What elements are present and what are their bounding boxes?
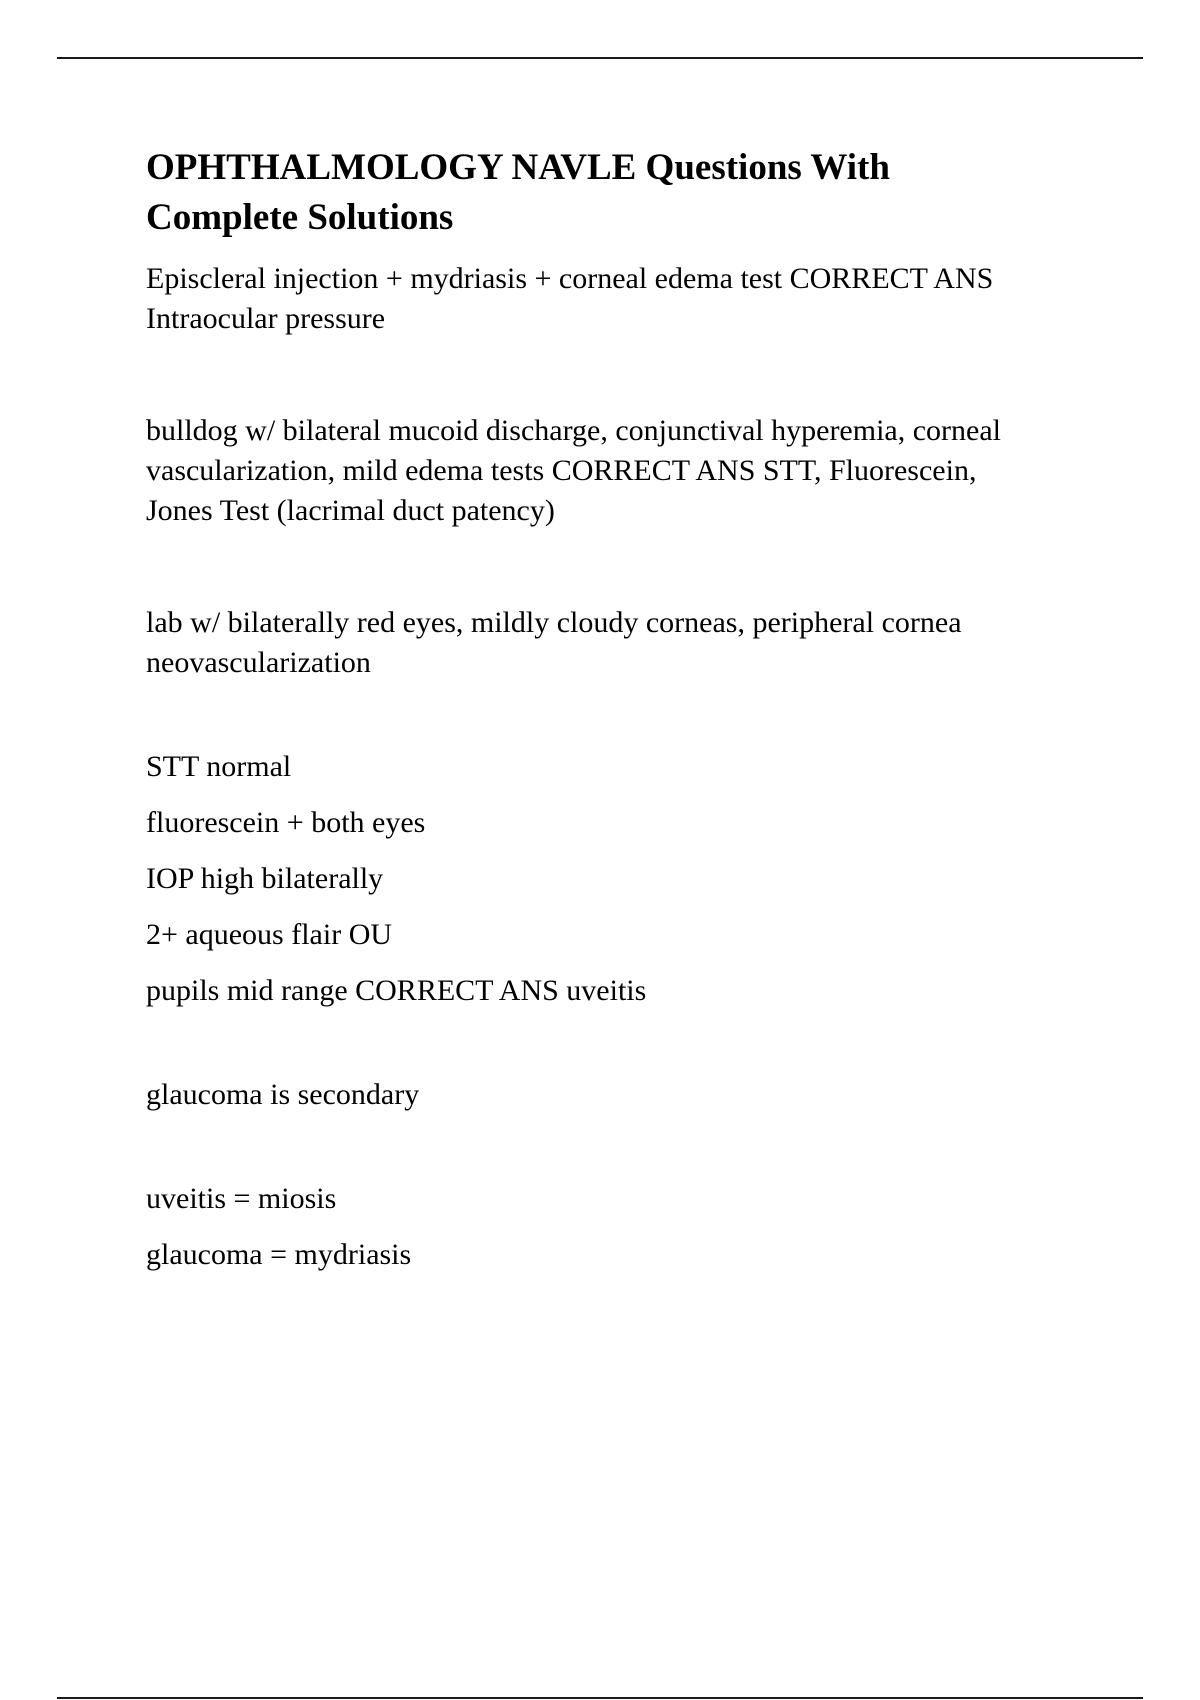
finding-item: fluorescein + both eyes bbox=[146, 806, 426, 839]
note-text: glaucoma is secondary bbox=[146, 1078, 420, 1111]
header-rule bbox=[57, 57, 1143, 59]
comparison-item: glaucoma = mydriasis bbox=[146, 1238, 412, 1271]
finding-item: pupils mid range CORRECT ANS uveitis bbox=[146, 974, 647, 1007]
question-3-line-1: lab w/ bilaterally red eyes, mildly cloudy corneas, peripheral cornea bbox=[146, 606, 962, 639]
question-block-1 bbox=[146, 259, 1106, 339]
findings-list bbox=[146, 747, 1106, 1011]
question-1-text bbox=[146, 259, 1106, 339]
comparison-list bbox=[146, 1179, 1106, 1275]
question-1-line-1: Episcleral injection + mydriasis + corneal edema test CORRECT ANS bbox=[146, 262, 994, 295]
finding-item: STT normal bbox=[146, 750, 292, 783]
document-body bbox=[146, 143, 1106, 1275]
document-title bbox=[146, 143, 1106, 243]
document-title-line-2: Complete Solutions bbox=[146, 197, 454, 238]
document-title-line-1: OPHTHALMOLOGY NAVLE Questions With bbox=[146, 147, 890, 188]
question-2-line-3: Jones Test (lacrimal duct patency) bbox=[146, 494, 555, 527]
finding-item: IOP high bilaterally bbox=[146, 862, 384, 895]
footer-rule bbox=[57, 1697, 1143, 1699]
question-2-line-2: vascularization, mild edema tests CORRECT ANS STT, Fluorescein, bbox=[146, 454, 977, 487]
question-2-line-1: bulldog w/ bilateral mucoid discharge, conjunctival hyperemia, corneal bbox=[146, 414, 1001, 447]
question-1-line-2: Intraocular pressure bbox=[146, 302, 386, 335]
question-2-text bbox=[146, 411, 1106, 531]
finding-item: 2+ aqueous flair OU bbox=[146, 918, 393, 951]
question-block-2 bbox=[146, 411, 1106, 531]
question-block-3 bbox=[146, 603, 1106, 683]
comparison-item: uveitis = miosis bbox=[146, 1182, 337, 1215]
question-3-text bbox=[146, 603, 1106, 683]
question-3-line-2: neovascularization bbox=[146, 646, 371, 679]
